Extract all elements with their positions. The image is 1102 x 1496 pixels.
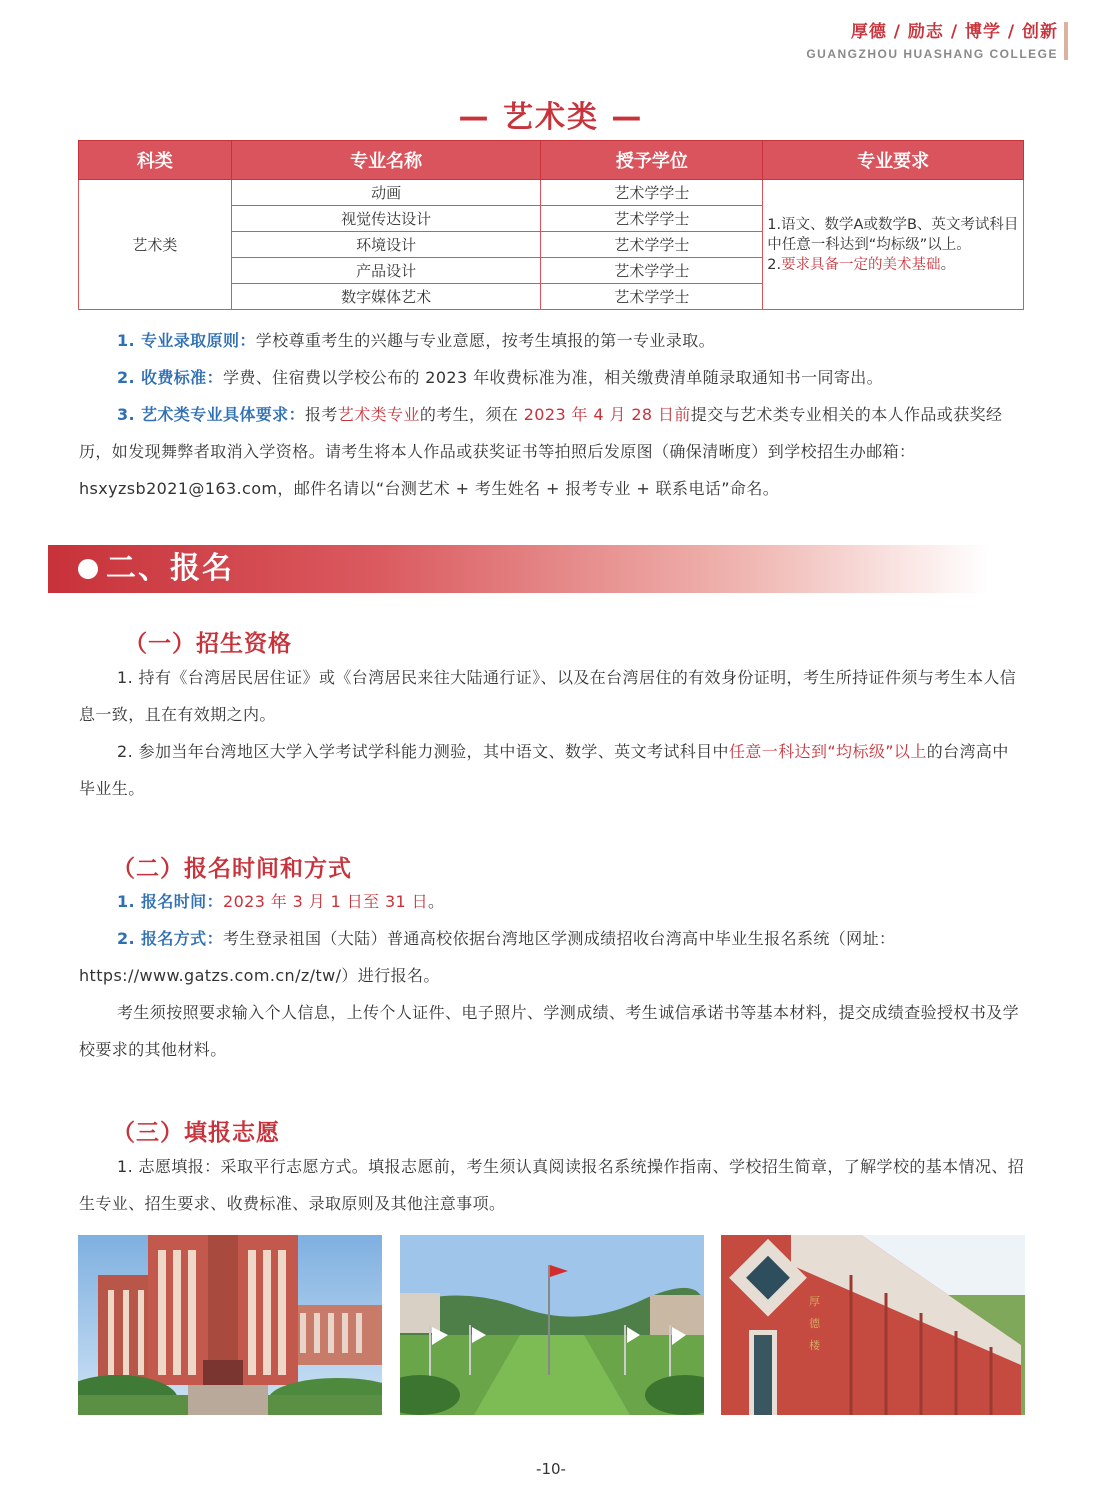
registration-time: 1. 报名时间：2023 年 3 月 1 日至 31 日。 [117,892,445,911]
column-header: 科类 [79,141,232,180]
campus-photo-hall [721,1235,1025,1415]
table-header-row [79,141,1024,180]
hall-sign-char: 厚 [809,1295,820,1308]
section-banner [48,545,988,593]
eligibility-item-2: 2. 参加当年台湾地区大学入学考试学科能力测验，其中语文、数学、英文考试科目中任意一科达到“均标级”以上的台湾高中毕业生。 [79,742,1009,798]
degree-cell: 艺术学学士 [541,180,763,206]
art-notes [79,322,1025,507]
hall-sign-char: 楼 [809,1339,820,1352]
school-motto: 厚德 / 励志 / 博学 / 创新 [850,22,1058,42]
header-motto-block [806,20,1058,62]
registration-text [79,883,1025,1068]
registration-heading: （二）报名时间和方式 [112,856,352,882]
application-text [79,1148,1025,1222]
requirement-cell [763,180,1024,310]
application-heading: （三）填报志愿 [112,1120,280,1146]
eligibility-text [79,659,1025,807]
art-section-title: — 艺术类 — [458,100,644,135]
degree-cell: 艺术学学士 [541,284,763,310]
note-fee-standard: 2. 收费标准：学费、住宿费以学校公布的 2023 年收费标准为准，相关缴费清单随录取通知书一同寄出。 [117,368,884,387]
page-number: -10- [536,1460,566,1478]
degree-cell: 艺术学学士 [541,206,763,232]
eligibility-heading: （一）招生资格 [124,631,292,657]
application-item-1: 1. 志愿填报：采取平行志愿方式。填报志愿前，考生须认真阅读报名系统操作指南、学校招生简章，了解学校的基本情况、招生专业、招生要求、收费标准、录取原则及其他注意事项。 [79,1157,1025,1213]
major-cell: 视觉传达设计 [231,206,541,232]
requirement-1: 1.语文、数学A或数学B、英文考试科目中任意一科达到“均标级”以上。 [767,216,1019,253]
eligibility-item-1: 1. 持有《台湾居民居住证》或《台湾居民来往大陆通行证》、以及在台湾居住的有效身份证明，考生所持证件须与考生本人信息一致，且在有效期之内。 [79,668,1017,724]
art-majors-table [78,140,1024,310]
requirement-2-prefix: 2. [767,256,782,273]
requirement-2-suffix: 。 [940,256,956,273]
banner-dot-icon [78,559,98,579]
campus-photo-building [78,1235,382,1415]
major-cell: 产品设计 [231,258,541,284]
table-row [79,180,1024,206]
note-art-requirements: 3. 艺术类专业具体要求：报考艺术类专业的考生，须在 2023 年 4 月 28 日前提交与艺术类专业相关的本人作品或获奖经历，如发现舞弊者取消入学资格。请考生将本人作品或获奖证书等拍照后发原图（确保清晰度）到学校招生办邮箱：hsxyzsb2021@163.com，邮件名请以“台测艺术 + 考生姓名 + 报考专业 + 联系电话”命名。 [79,405,1003,498]
hall-sign-char: 德 [809,1317,820,1330]
major-cell: 数字媒体艺术 [231,284,541,310]
campus-photo-square [400,1235,704,1415]
column-header: 专业要求 [763,141,1024,180]
requirement-2-highlight: 要求具备一定的美术基础 [781,256,941,273]
column-header: 授予学位 [541,141,763,180]
banner-title: 二、报名 [106,551,234,586]
header-accent-bar [1064,22,1068,60]
column-header: 专业名称 [231,141,541,180]
note-admission-principle: 1. 专业录取原则：学校尊重考生的兴趣与专业意愿，按考生填报的第一专业录取。 [117,331,715,350]
college-name: GUANGZHOU HUASHANG COLLEGE [806,47,1058,61]
major-cell: 环境设计 [231,232,541,258]
degree-cell: 艺术学学士 [541,232,763,258]
category-cell: 艺术类 [79,180,232,310]
degree-cell: 艺术学学士 [541,258,763,284]
registration-method: 2. 报名方式：考生登录祖国（大陆）普通高校依据台湾地区学测成绩招收台湾高中毕业生报名系统（网址：https://www.gatzs.com.cn/z/tw/）进行报名。 [79,929,896,985]
registration-materials: 考生须按照要求输入个人信息，上传个人证件、电子照片、学测成绩、考生诚信承诺书等基本材料，提交成绩查验授权书及学校要求的其他材料。 [79,1003,1020,1059]
major-cell: 动画 [231,180,541,206]
